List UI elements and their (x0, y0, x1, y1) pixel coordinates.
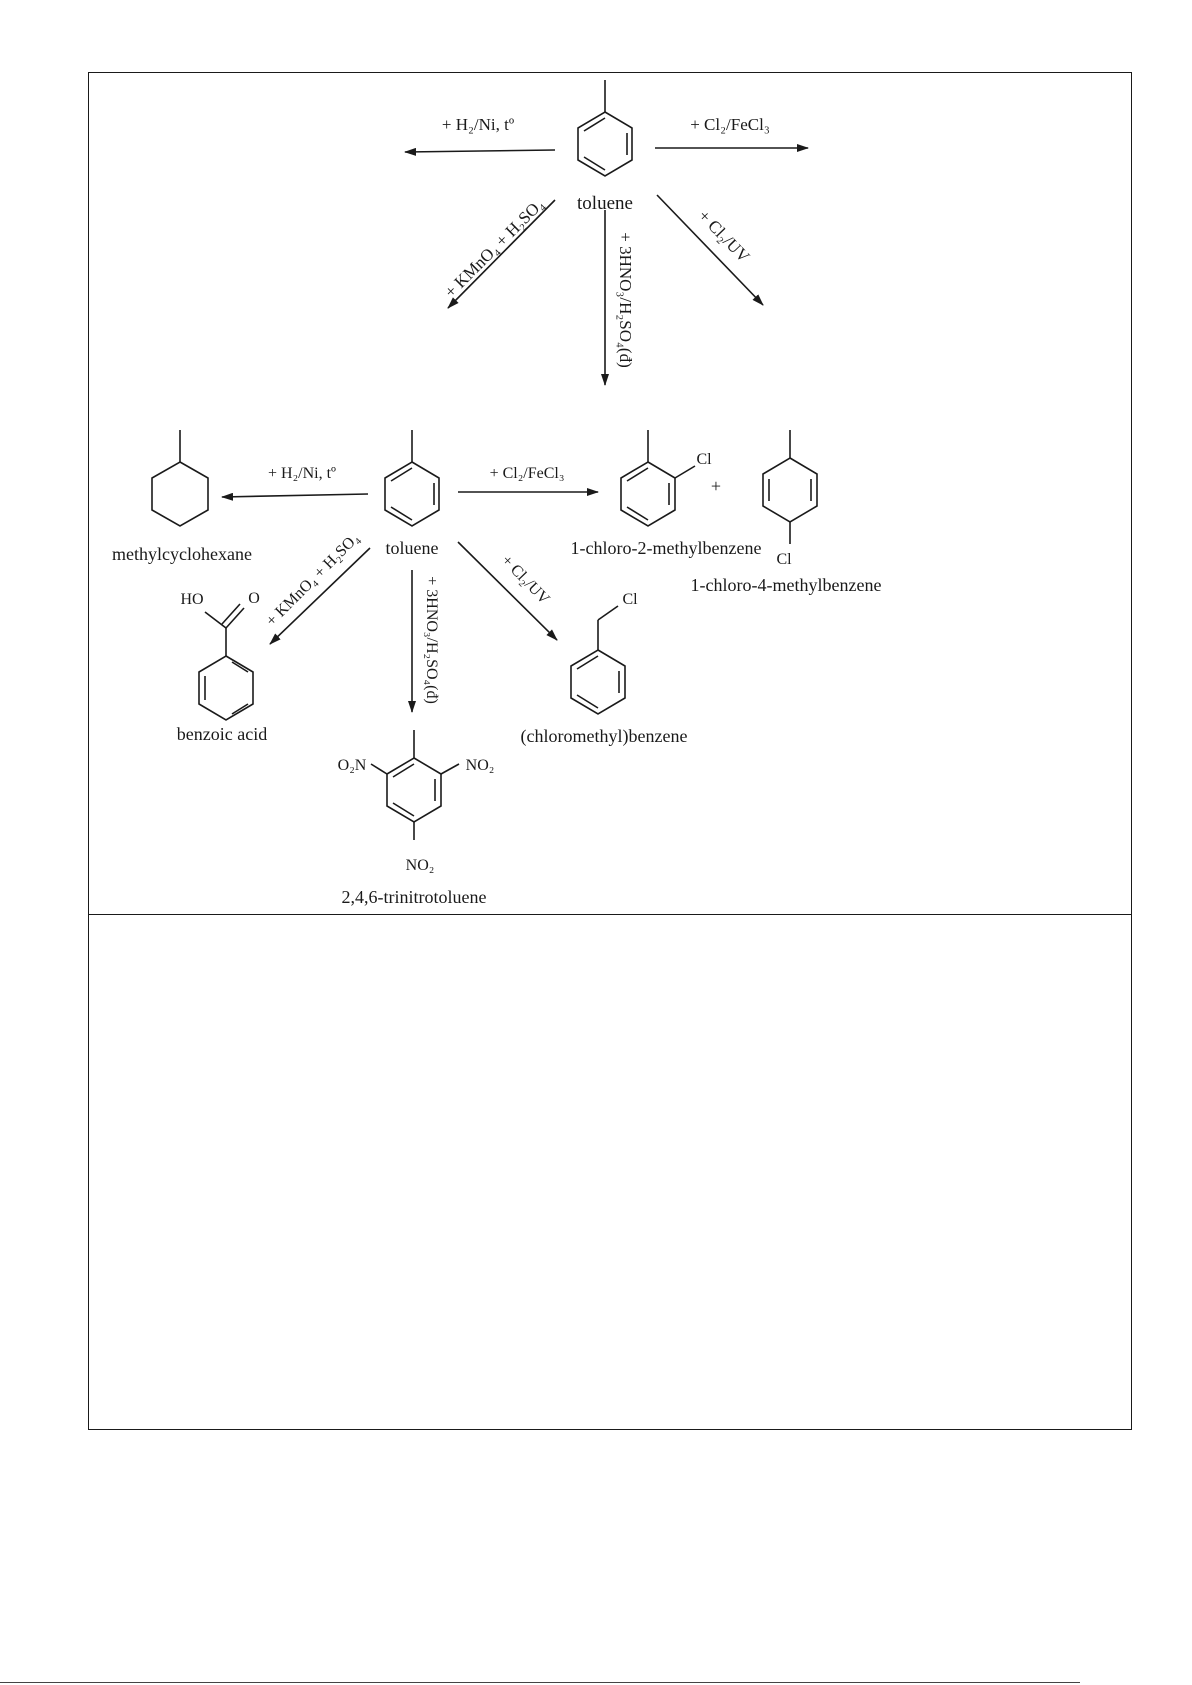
bottom-toluene-label: toluene (385, 538, 439, 558)
bottom-oxidation-reagent: + KMnO₄ + H₂SO₄ (262, 529, 363, 630)
bottom-nitration-reagent: + 3HNO₃/H₂SO₄(đ) (423, 576, 440, 704)
top-toluene-label: toluene (577, 193, 633, 214)
benzoic-acid-label: benzoic acid (176, 724, 268, 744)
ortho-chloro-label: 1-chloro-2-methylbenzene (570, 538, 762, 558)
methylcyclohexane-label: methylcyclohexane (112, 544, 252, 564)
bottom-arrow-hydrogenation (222, 494, 368, 497)
tnt-no2-right-atom: NO₂ (465, 757, 495, 774)
bottom-toluene-structure (385, 430, 439, 526)
benzoic-o-atom: O (248, 590, 260, 607)
top-side-chain-chlorination-reagent: + Cl₂/UV (694, 206, 754, 267)
para-cl-atom: Cl (776, 551, 792, 568)
ortho-cl-atom: Cl (696, 451, 712, 468)
tnt-no2-bottom-atom: NO₂ (405, 857, 435, 874)
top-nitration-reagent: + 3HNO₃/H₂SO₄(đ) (616, 232, 635, 368)
top-ring-chlorination-reagent: + Cl₂/FeCl₃ (690, 115, 770, 134)
benzyl-chloride-label: (chloromethyl)benzene (520, 726, 688, 746)
plus-sign: + (710, 476, 722, 496)
top-hydrogenation-reagent: + H₂/Ni, tº (441, 115, 515, 134)
top-toluene-structure (578, 80, 632, 176)
top-oxidation-reagent: + KMnO₄ + H₂SO₄ (440, 194, 548, 302)
tnt-structure (371, 730, 459, 840)
para-chlorotoluene-structure (763, 430, 817, 544)
ortho-chlorotoluene-structure (621, 430, 695, 526)
tnt-label: 2,4,6-trinitrotoluene (341, 887, 487, 907)
benzyl-cl-atom: Cl (622, 591, 638, 608)
tnt-o2n-atom: O₂N (337, 757, 367, 774)
bottom-hydrogenation-reagent: + H₂/Ni, tº (267, 465, 337, 482)
bottom-side-chain-chlorination-reagent: + Cl₂/UV (497, 551, 553, 608)
bottom-ring-chlorination-reagent: + Cl₂/FeCl₃ (489, 465, 565, 482)
para-chloro-label: 1-chloro-4-methylbenzene (690, 575, 882, 595)
benzyl-chloride-structure (571, 606, 625, 714)
benzoic-acid-structure (199, 604, 253, 720)
top-arrow-hydrogenation (405, 150, 555, 152)
methylcyclohexane-structure (152, 430, 208, 526)
benzoic-ho-atom: HO (180, 591, 204, 608)
